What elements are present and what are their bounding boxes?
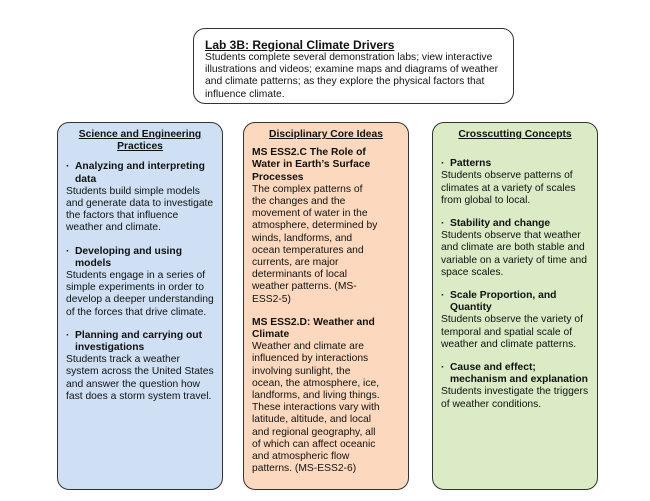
concept-item bbox=[441, 158, 589, 207]
crosscutting-column bbox=[432, 122, 598, 490]
crosscutting-heading: Crosscutting Concepts bbox=[458, 129, 572, 140]
concept-title: Cause and effect; mechanism and explanation bbox=[450, 362, 588, 386]
practice-title: Developing and using models bbox=[75, 245, 182, 269]
bullet-icon: · bbox=[441, 290, 445, 302]
practice-text: Students engage in a series of simple experiments in order to develop a deeper understanding of the forces that drive climate. bbox=[66, 270, 214, 318]
practices-heading: Science and Engineering Practices bbox=[78, 129, 202, 153]
concept-item bbox=[441, 218, 589, 279]
bullet-icon: · bbox=[66, 329, 70, 341]
bullet-icon: · bbox=[441, 158, 445, 170]
practice-item bbox=[66, 161, 214, 234]
practice-title: Analyzing and interpreting data bbox=[75, 161, 205, 185]
core-idea-item bbox=[252, 147, 400, 306]
concept-text: Students observe patterns of climates at a variety of scales from global to local. bbox=[441, 170, 576, 206]
lab-summary-box bbox=[193, 28, 514, 104]
concept-item bbox=[441, 362, 589, 411]
practices-column bbox=[57, 122, 223, 490]
core-idea-title: MS ESS2.C The Role of Water in Earth’s Surface Processes bbox=[252, 147, 371, 183]
core-idea-title: MS ESS2.D: Weather and Climate bbox=[252, 316, 375, 341]
lab-title: Lab 3B: Regional Climate Drivers bbox=[205, 38, 395, 52]
bullet-icon: · bbox=[66, 161, 70, 173]
concept-text: Students observe the variety of temporal and spatial scale of weather and climate patterns. bbox=[441, 314, 583, 350]
concept-text: Students observe that weather and climate are both stable and variable on a variety of time and space scales. bbox=[441, 230, 587, 278]
core-ideas-column bbox=[243, 122, 409, 490]
practice-item bbox=[66, 246, 214, 319]
core-idea-item bbox=[252, 317, 400, 476]
core-ideas-heading: Disciplinary Core Ideas bbox=[269, 129, 383, 140]
practice-text: Students track a weather system across the United States and answer the question how fast does a storm system travel. bbox=[66, 354, 214, 402]
core-idea-text: Weather and climate are influenced by interactions involving sunlight, the ocean, the atmosphere, ice, landforms, and living things. These interactions vary with latitude, altitude, and local and regional geography, all of which can affect oceanic and atmospheric flow patterns. (MS-ESS2-6) bbox=[252, 341, 380, 475]
concept-text: Students investigate the triggers of weather conditions. bbox=[441, 386, 589, 410]
core-idea-text: The complex patterns of the changes and the movement of water in the atmosphere, determined by winds, landforms, and ocean temperatures and currents, are major determinants of local weather patterns. (MS- ESS2-5) bbox=[252, 183, 378, 305]
bullet-icon: · bbox=[441, 218, 445, 230]
concept-title: Stability and change bbox=[450, 218, 551, 230]
bullet-icon: · bbox=[66, 245, 70, 257]
bullet-icon: · bbox=[441, 362, 445, 374]
lab-description: Students complete several demonstration labs; view interactive illustrations and videos; examine maps and diagrams of weather and climate patterns; as they explore the physical factors that influence climate. bbox=[205, 52, 499, 100]
practice-title: Planning and carrying out investigations bbox=[75, 329, 203, 354]
practice-item bbox=[66, 330, 214, 403]
concept-title: Scale Proportion, and Quantity bbox=[450, 290, 557, 314]
concept-title: Patterns bbox=[450, 158, 492, 170]
concept-item bbox=[441, 290, 589, 351]
practice-text: Students build simple models and generate data to investigate the factors that influence weather and climate. bbox=[66, 185, 214, 234]
